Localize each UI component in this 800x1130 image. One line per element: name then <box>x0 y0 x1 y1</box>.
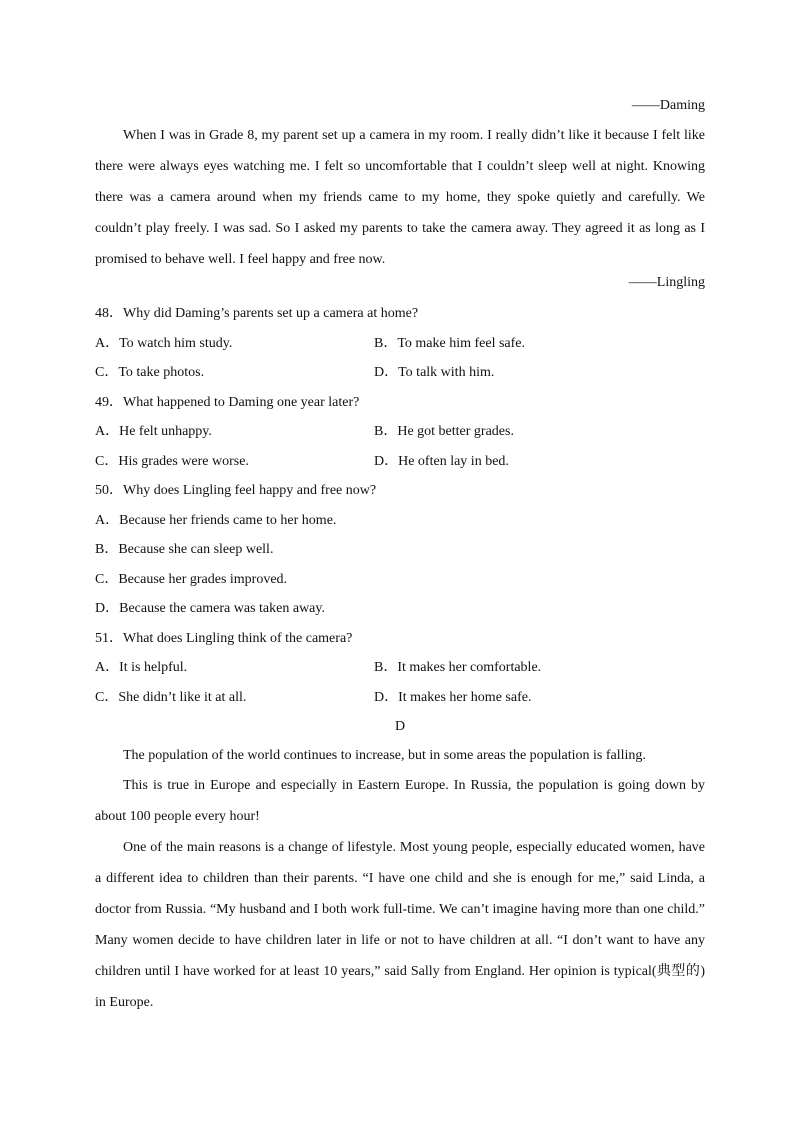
option-d[interactable]: D．Because the camera was taken away. <box>95 601 325 616</box>
option-d[interactable]: D．He often lay in bed. <box>374 453 509 469</box>
document-page <box>95 96 705 1018</box>
option-a[interactable]: A．He felt unhappy. <box>95 424 212 439</box>
option-d[interactable]: D．To talk with him. <box>374 365 495 380</box>
option-b[interactable]: B．It makes her comfortable. <box>374 660 542 675</box>
option-c[interactable]: C．To take photos. <box>95 365 205 380</box>
option-b[interactable]: B．He got better grades. <box>374 424 514 439</box>
option-row <box>95 447 705 477</box>
option-a[interactable]: A．To watch him study. <box>95 335 233 351</box>
option-row <box>95 683 705 713</box>
option-c[interactable]: C．Because her grades improved. <box>95 571 288 587</box>
option-a[interactable]: A．It is helpful. <box>95 660 188 675</box>
option-row <box>95 329 705 359</box>
question-49 <box>95 388 705 477</box>
section-heading: D <box>394 719 406 734</box>
question-50 <box>95 476 705 624</box>
lingling-paragraph: When I was in Grade 8, my parent set up a camera in my room. I really didn’t like it because I felt like there were always eyes watching me. I felt so uncomfortable that I couldn’t sleep well at night. Knowing there was a camera around when my friends came to my home, they spoke quietly and carefully. We couldn’t play freely. I was sad. So I asked my parents to take the camera away. They agreed it as long as I promised to behave well. I feel happy and free now. <box>95 128 705 267</box>
option-c[interactable]: C．His grades were worse. <box>95 453 249 469</box>
question-stem: 48．Why did Daming’s parents set up a camera at home? <box>95 306 419 321</box>
question-stem: 51．What does Lingling think of the camera? <box>95 630 353 646</box>
passage-d-paragraph-2: This is true in Europe and especially in Eastern Europe. In Russia, the population is going down by about 100 people every hour! <box>95 778 705 824</box>
question-stem: 50．Why does Lingling feel happy and free now? <box>95 483 377 498</box>
passage-d-paragraph-1: The population of the world continues to increase, but in some areas the population is falling. <box>123 748 646 763</box>
question-48 <box>95 299 705 388</box>
option-c[interactable]: C．She didn’t like it at all. <box>95 689 247 705</box>
option-row <box>95 653 705 683</box>
option-row <box>95 417 705 447</box>
option-b[interactable]: B．Because she can sleep well. <box>95 542 274 557</box>
passage-d-paragraph-3: One of the main reasons is a change of lifestyle. Most young people, especially educated women, have a different idea to children than their parents. “I have one child and she is enough for me,” said Linda, a doctor from Russia. “My husband and I both work full-time. We can’t imagine having more than one child.” Many women decide to have children later in life or not to have children at all. “I don’t want to have any children until I have worked for at least 10 years,” said Sally from England. Her opinion is typical(典型的) in Europe. <box>95 840 705 1010</box>
option-b[interactable]: B．To make him feel safe. <box>374 335 526 351</box>
option-a[interactable]: A．Because her friends came to her home. <box>95 512 337 528</box>
signature-daming: ——Daming <box>631 98 705 113</box>
option-d[interactable]: D．It makes her home safe. <box>374 689 532 705</box>
signature-lingling: ——Lingling <box>628 275 705 290</box>
option-row <box>95 358 705 388</box>
question-stem: 49．What happened to Daming one year later? <box>95 394 360 410</box>
question-51 <box>95 624 705 713</box>
